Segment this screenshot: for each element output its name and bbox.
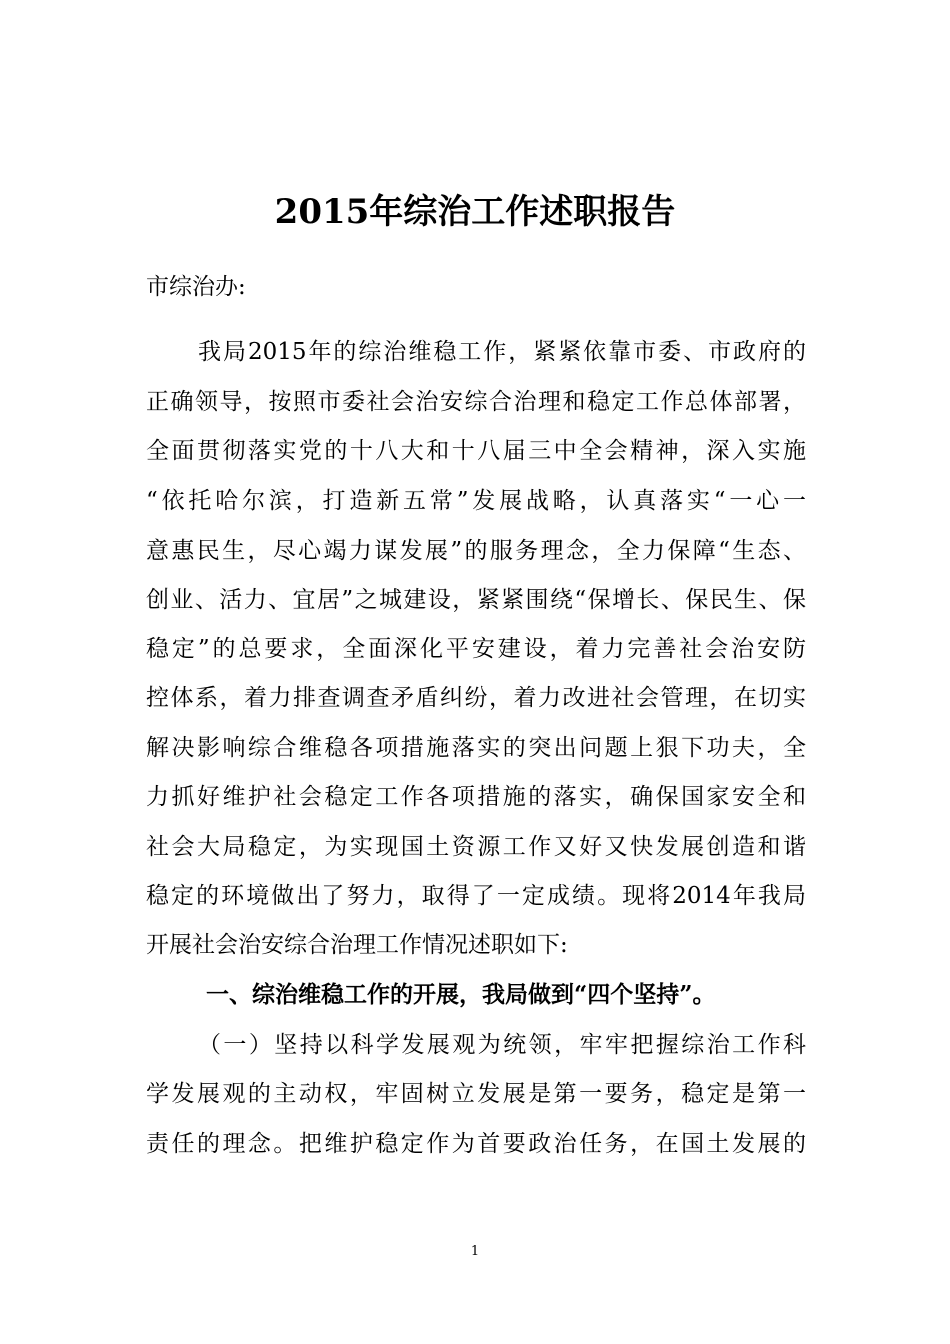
paragraph-line: 正确领导，按照市委社会治安综合治理和稳定工作总体部署， — [146, 389, 806, 415]
page-number: 1 — [470, 1244, 480, 1259]
paragraph-line: 全面贯彻落实党的十八大和十八届三中全会精神，深入实施 — [146, 438, 806, 464]
paragraph-line: “依托哈尔滨，打造新五常”发展战略，认真落实“一心一 — [146, 488, 806, 514]
paragraph-line: 开展社会治安综合治理工作情况述职如下: — [146, 932, 568, 958]
paragraph-line: 解决影响综合维稳各项措施落实的突出问题上狠下功夫，全 — [146, 735, 806, 761]
document-title: 2015年综治工作述职报告 — [274, 192, 676, 232]
paragraph-line: 稳定的环境做出了努力，取得了一定成绩。现将2014年我局 — [146, 883, 806, 909]
section-heading: 一、综治维稳工作的开展，我局做到“四个坚持”。 — [206, 981, 716, 1008]
paragraph-line: 力抓好维护社会稳定工作各项措施的落实，确保国家安全和 — [146, 784, 806, 810]
paragraph-line: 意惠民生，尽心竭力谋发展”的服务理念，全力保障“生态、 — [146, 538, 806, 564]
salutation: 市综治办: — [146, 274, 246, 300]
paragraph-line: 我局2015年的综治维稳工作，紧紧依靠市委、市政府的 — [198, 339, 806, 365]
paragraph-line: （一）坚持以科学发展观为统领，牢牢把握综治工作科 — [198, 1032, 806, 1058]
paragraph-line: 稳定”的总要求，全面深化平安建设，着力完善社会治安防 — [146, 636, 806, 662]
paragraph-line: 控体系，着力排查调查矛盾纠纷，着力改进社会管理，在切实 — [146, 685, 806, 711]
paragraph-line: 责任的理念。把维护稳定作为首要政治任务，在国土发展的 — [146, 1131, 806, 1157]
paragraph-line: 学发展观的主动权，牢固树立发展是第一要务，稳定是第一 — [146, 1081, 806, 1107]
paragraph-line: 创业、活力、宜居”之城建设，紧紧围绕“保增长、保民生、保 — [146, 587, 806, 613]
paragraph-line: 社会大局稳定，为实现国土资源工作又好又快发展创造和谐 — [146, 834, 806, 860]
